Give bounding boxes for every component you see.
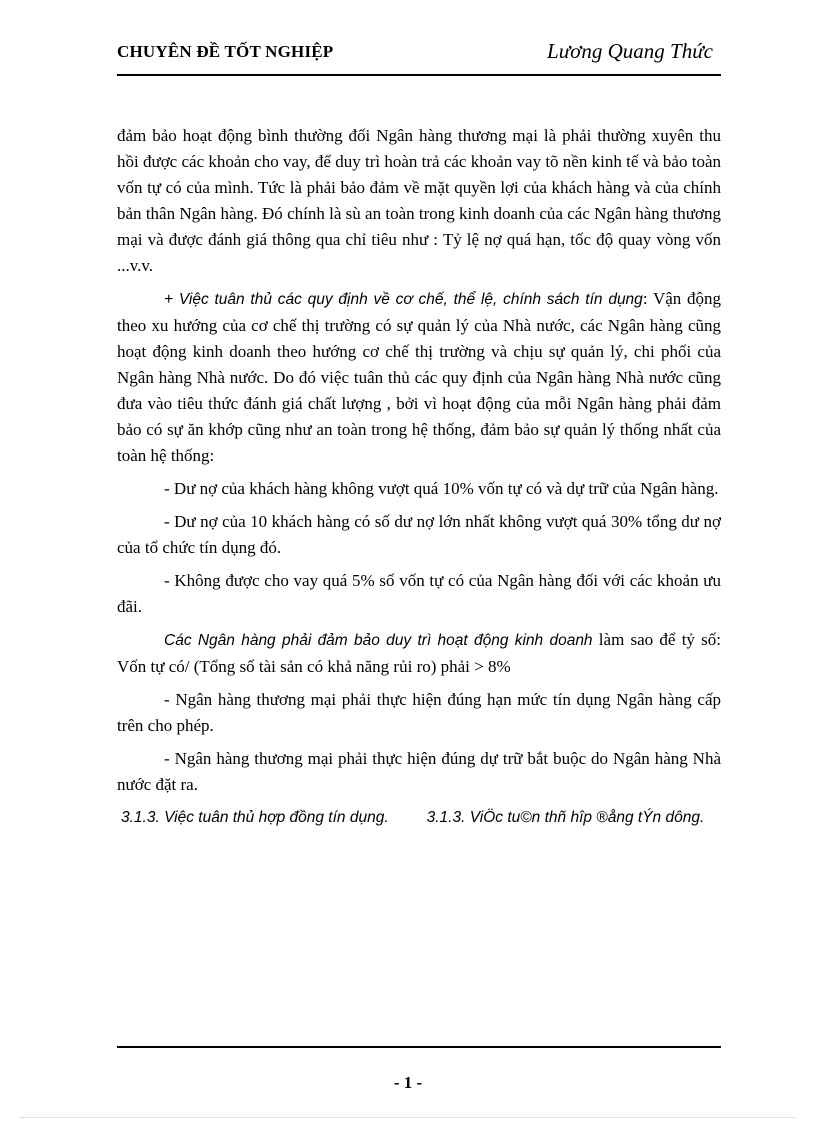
author-name: Lương Quang Thức (547, 39, 713, 63)
document-type-title: CHUYÊN ĐỀ TỐT NGHIỆP (117, 42, 334, 61)
page-boundary (20, 1117, 796, 1118)
subsection-heading-garbled: 3.1.3. ViÖc tu©n thñ hîp ®ång tÝn dông. (426, 809, 705, 826)
page-header (117, 34, 721, 76)
bullet-top-customers: - Dư nợ của 10 khách hàng có số dư nợ lớn nhất không vượt quá 30% tổng dư nợ của tổ chức tín dụng đó. (117, 512, 721, 557)
page-body (117, 123, 721, 831)
bullet-reserve: - Ngân hàng thương mại phải thực hiện đúng dự trữ bắt buộc do Ngân hàng Nhà nước đặt ra. (117, 749, 721, 794)
page-number: - 1 - (393, 1073, 423, 1092)
compliance-text: : Vận động theo xu hướng của cơ chế thị trường có sự quản lý của Nhà nước, các Ngân hàng cũng hoạt động kinh doanh theo hướng cơ chế thị trường và chịu sự quản lý, chi phối của Ngân hàng Nhà nước. Do đó việc tuân thủ các quy định của Ngân hàng Nhà nước cũng đưa vào tiêu thức đánh giá chất lượng , bởi vì hoạt động của mỗi Ngân hàng phải đảm bảo có sự ăn khớp cũng như an toàn trong hệ thống, đảm bảo sự quản lý thống nhất của toàn hệ thống: (117, 289, 721, 465)
paragraph-safety: đảm bảo hoạt động bình thường đối Ngân hàng thương mại là phải thường xuyên thu hồi được các khoản cho vay, để duy trì hoàn trả các khoản vay tõ nền kinh tế và bảo toàn vốn tự có của mình. Tức là phải bảo đảm về mặt quyền lợi của khách hàng và của chính bản thân Ngân hàng. Đó chính là sù an toàn trong kinh doanh của các Ngân hàng thương mại và được đánh giá thông qua chỉ tiêu như : Tỷ lệ nợ quá hạn, tốc độ quay vòng vốn ...v.v. (117, 126, 721, 275)
subsection-heading-text: 3.1.3. Việc tuân thủ hợp đồng tín dụng. (121, 809, 389, 826)
compliance-heading: + Việc tuân thủ các quy định về cơ chế, thể lệ, chính sách tín dụng (164, 291, 643, 308)
capital-ratio-lead: Các Ngân hàng phải đảm bảo duy trì hoạt động kinh doanh (164, 632, 593, 649)
bullet-preferential-loans: - Không được cho vay quá 5% số vốn tự có của Ngân hàng đối với các khoản ưu đãi. (117, 571, 721, 616)
capital-ratio-text: làm sao để tỷ số: Vốn tự có/ (Tổng số tài sản có khả năng rủi ro) phải > 8% (117, 630, 721, 676)
subsection-heading (117, 805, 721, 831)
bullet-credit-limit: - Ngân hàng thương mại phải thực hiện đúng hạn mức tín dụng Ngân hàng cấp trên cho phép. (117, 690, 721, 735)
paragraph-capital-ratio (117, 627, 721, 680)
footer-divider (117, 1046, 721, 1048)
bullet-debt-limit: - Dư nợ của khách hàng không vượt quá 10% vốn tự có và dự trữ của Ngân hàng. (164, 479, 719, 498)
paragraph-compliance (117, 286, 721, 469)
